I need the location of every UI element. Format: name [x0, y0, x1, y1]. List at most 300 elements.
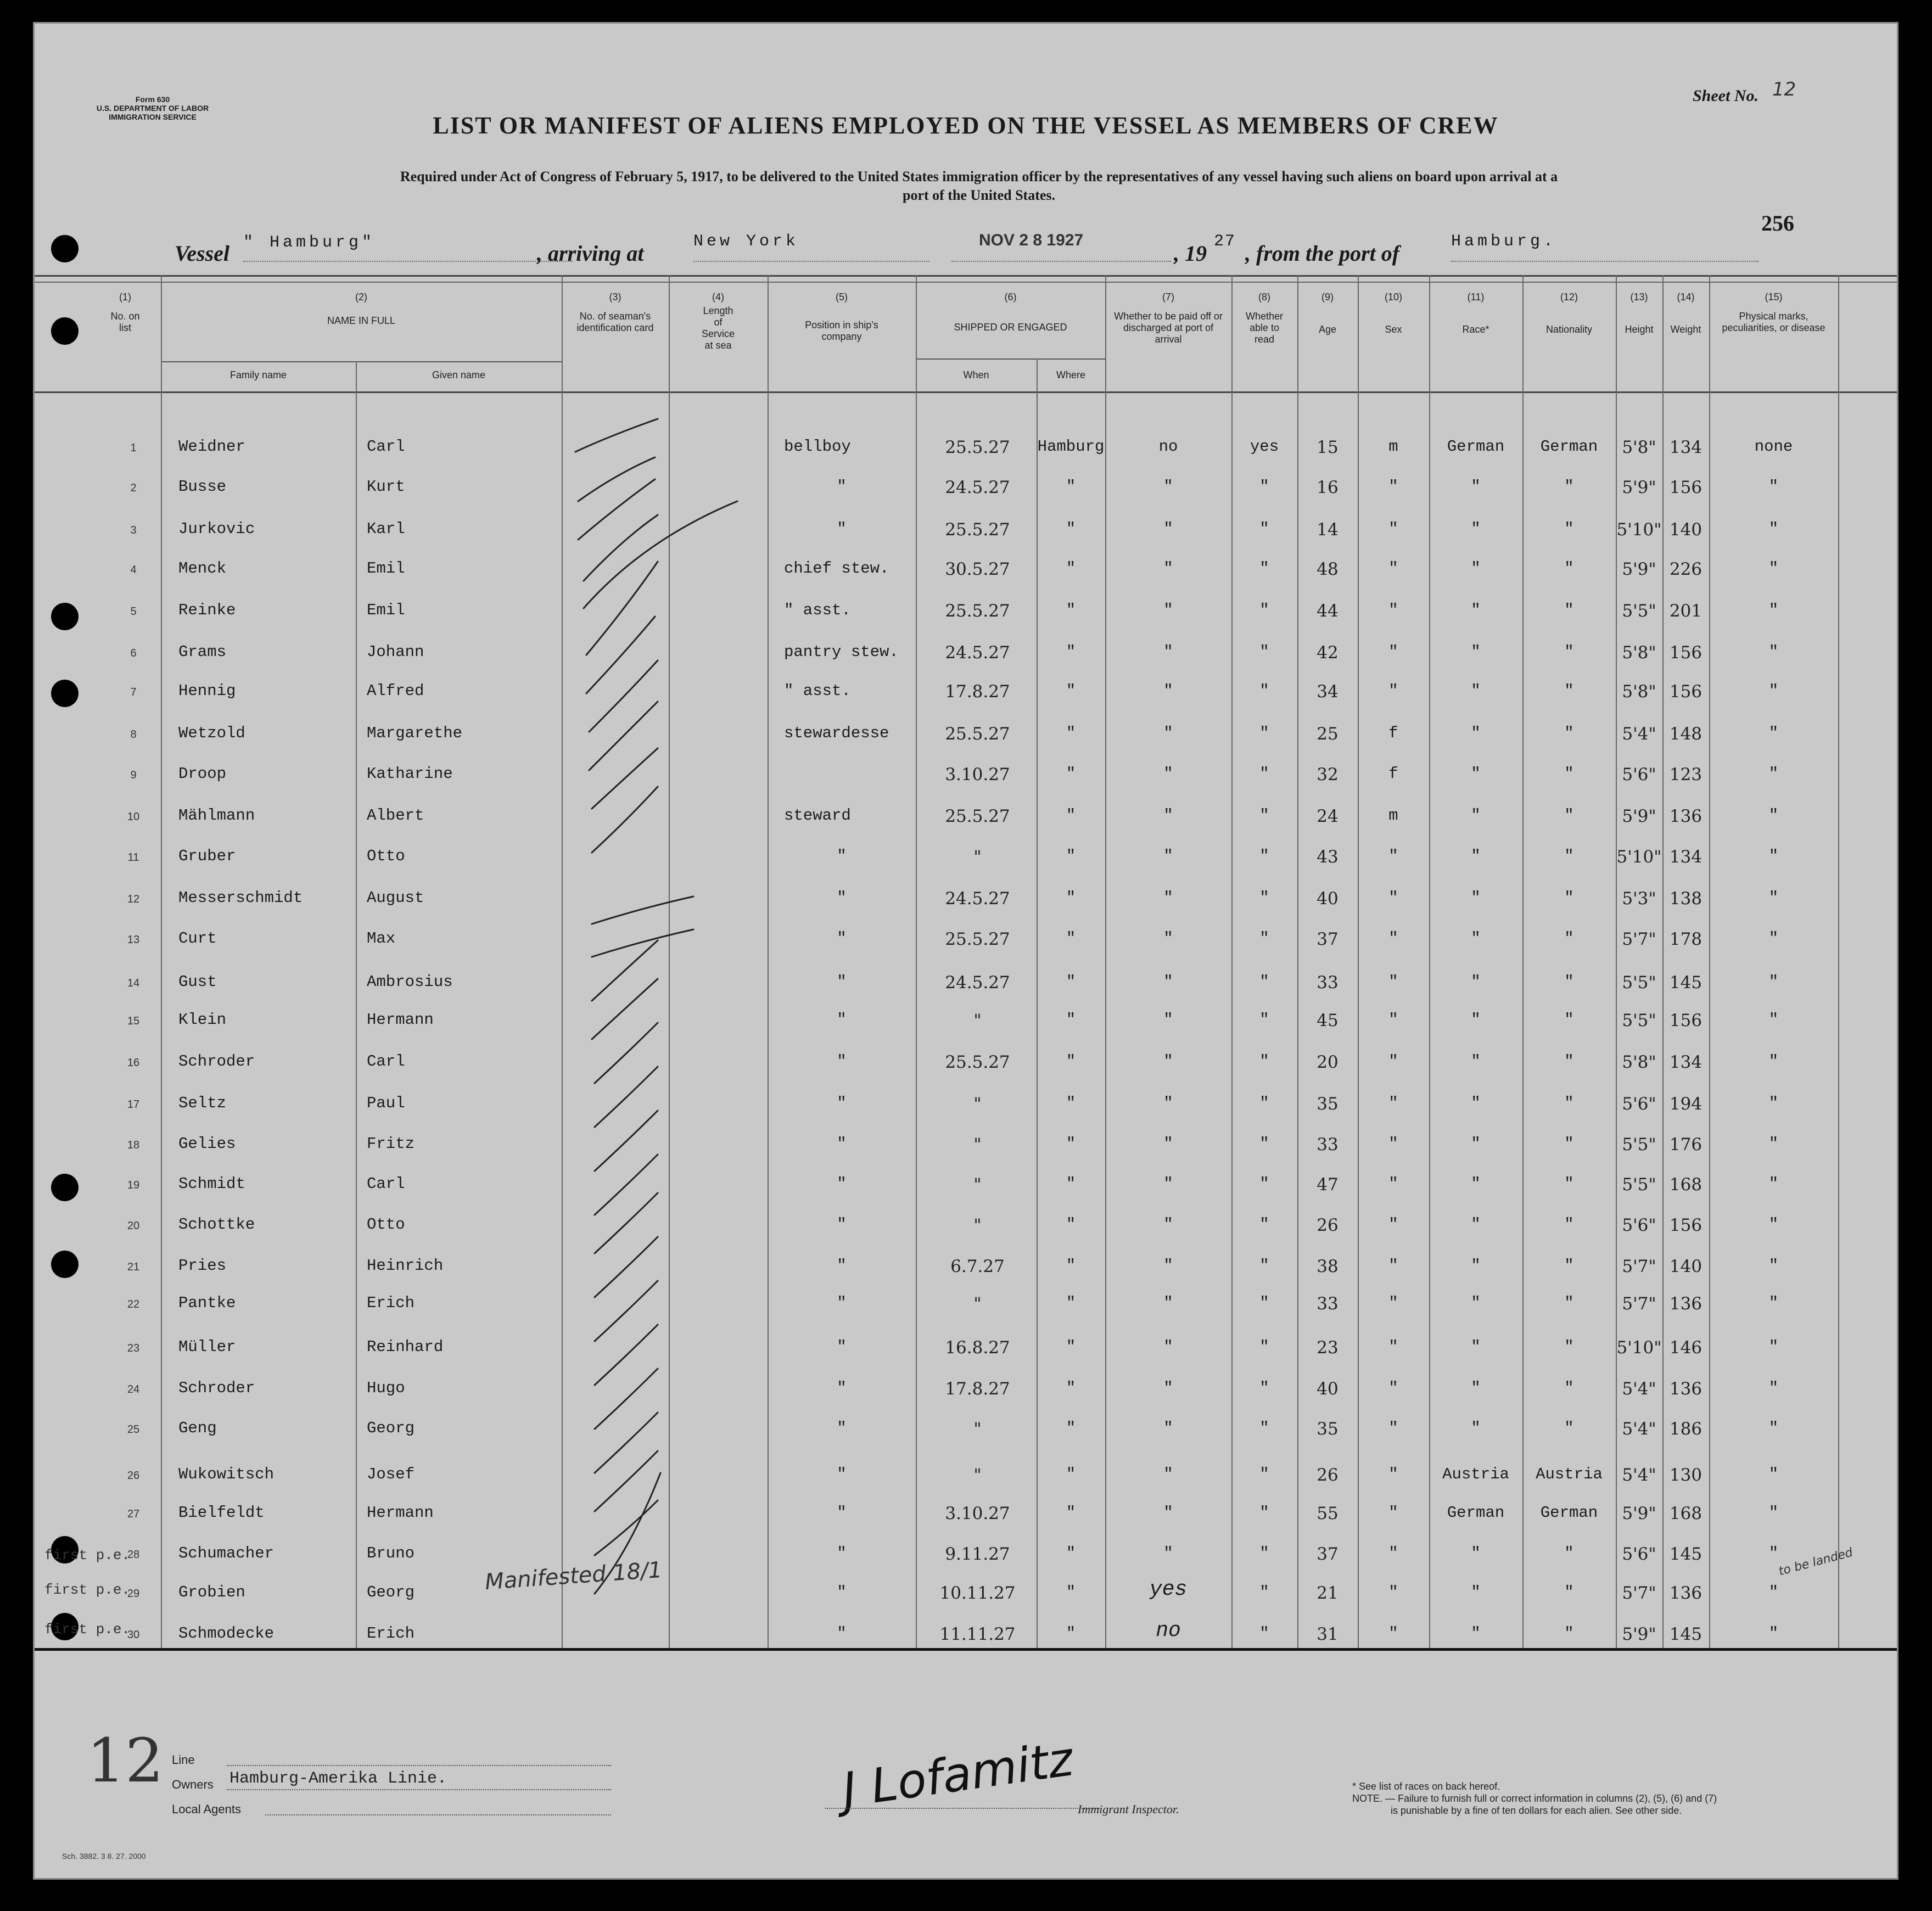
height: 5'5"	[1622, 601, 1656, 621]
note-fine-2: is punishable by a fine of ten dollars for each alien. See other side.	[1391, 1805, 1682, 1816]
nationality: "	[1564, 643, 1574, 661]
table-header-bottom	[35, 391, 1897, 393]
family-name: Schroder	[178, 1052, 255, 1071]
row-number: 12	[127, 893, 140, 905]
race: "	[1471, 1052, 1481, 1071]
owners-underline	[227, 1789, 611, 1790]
family-name: Hennig	[178, 682, 236, 700]
position: stewardesse	[784, 724, 889, 742]
nationality: "	[1564, 973, 1574, 991]
department-name: U.S. DEPARTMENT OF LABOR	[96, 104, 209, 113]
age: 47	[1317, 1175, 1339, 1195]
col-header-height	[1616, 292, 1662, 335]
family-name: Schumacher	[178, 1544, 275, 1562]
height: 5'4"	[1622, 1419, 1656, 1439]
row-number: 3	[130, 524, 137, 536]
age: 33	[1317, 973, 1339, 993]
height: 5'6"	[1622, 1215, 1656, 1235]
age: 16	[1317, 478, 1339, 497]
physical-marks: "	[1768, 1011, 1779, 1029]
position: "	[837, 1011, 847, 1029]
table-top-border-2	[35, 282, 1897, 283]
sex: "	[1388, 1294, 1398, 1312]
nationality: "	[1564, 520, 1574, 538]
engaged-where: "	[1066, 1215, 1076, 1234]
paid-off: "	[1163, 889, 1173, 907]
position: "	[837, 1379, 847, 1397]
able-to-read: "	[1259, 559, 1269, 578]
row-number: 11	[127, 851, 139, 864]
family-name: Schmodecke	[178, 1624, 275, 1643]
race: "	[1471, 1624, 1481, 1643]
physical-marks: "	[1768, 643, 1779, 661]
weight: 178	[1669, 929, 1703, 949]
engaged-where: "	[1066, 1052, 1076, 1071]
race: "	[1471, 1215, 1481, 1234]
col-header-seaman-id	[562, 292, 669, 334]
age: 23	[1317, 1338, 1339, 1358]
arriving-label: , arriving at	[537, 241, 644, 266]
engaged-when: 9.11.27	[945, 1544, 1010, 1564]
col-title: SHIPPED OR ENGAGED	[954, 322, 1067, 333]
sex: m	[1388, 438, 1398, 456]
nationality: "	[1564, 1544, 1574, 1562]
position: "	[837, 1338, 847, 1356]
position: "	[837, 1583, 847, 1601]
nationality: "	[1564, 929, 1574, 948]
family-name: Busse	[178, 478, 227, 496]
race: "	[1471, 1544, 1481, 1562]
physical-marks: "	[1768, 724, 1779, 742]
paid-off: "	[1163, 643, 1173, 661]
given-name: Karl	[367, 520, 405, 538]
col-line	[916, 275, 917, 1648]
able-to-read: "	[1259, 1583, 1269, 1601]
from-underline	[1451, 261, 1759, 262]
row-number: 18	[127, 1139, 140, 1151]
position: "	[837, 889, 847, 907]
sex: "	[1388, 1583, 1398, 1601]
given-name: Hermann	[367, 1011, 434, 1029]
engaged-where: "	[1066, 806, 1076, 825]
height: 5'10"	[1616, 1338, 1662, 1358]
family-name: Schottke	[178, 1215, 255, 1234]
row-number: 20	[127, 1220, 140, 1232]
position: "	[837, 1257, 847, 1275]
family-name: Wetzold	[178, 724, 245, 742]
able-to-read: "	[1259, 929, 1269, 948]
race: "	[1471, 520, 1481, 538]
engaged-when: 17.8.27	[945, 1379, 1010, 1399]
family-name: Schroder	[178, 1379, 255, 1397]
age: 35	[1317, 1094, 1339, 1114]
manifested-note: Manifested 18/1	[484, 1557, 663, 1595]
inspector-underline	[825, 1808, 1100, 1809]
height: 5'9"	[1622, 478, 1656, 497]
col-number: (9)	[1321, 292, 1334, 302]
local-agents-label: Local Agents	[172, 1802, 241, 1816]
physical-marks: "	[1768, 1583, 1779, 1601]
shipped-subheader-line	[916, 358, 1105, 360]
engaged-where: "	[1066, 1135, 1076, 1153]
sex: "	[1388, 643, 1398, 661]
nationality: "	[1564, 478, 1574, 496]
physical-marks: "	[1768, 1504, 1779, 1522]
year-label: , 19	[1174, 241, 1207, 266]
nationality: "	[1564, 1419, 1574, 1437]
race: "	[1471, 1257, 1481, 1275]
age: 26	[1317, 1215, 1339, 1235]
col-header-name	[161, 292, 562, 327]
engaged-where: "	[1066, 1583, 1076, 1601]
race: "	[1471, 601, 1481, 619]
given-name: Georg	[367, 1583, 415, 1601]
inspector-signature: J Lofamitz	[839, 1731, 1077, 1818]
engaged-when: 17.8.27	[945, 682, 1010, 702]
binder-hole	[51, 680, 79, 707]
able-to-read: "	[1259, 806, 1269, 825]
nationality: "	[1564, 1379, 1574, 1397]
row-number: 6	[130, 647, 137, 659]
engaged-where: "	[1066, 1294, 1076, 1312]
row-number: 14	[127, 977, 140, 989]
height: 5'6"	[1622, 1544, 1656, 1564]
id-column-pen-strokes	[562, 397, 770, 1643]
race: "	[1471, 889, 1481, 907]
col-header-family: Family name	[229, 369, 287, 380]
table-bottom-border	[35, 1648, 1897, 1651]
physical-marks: "	[1768, 1379, 1779, 1397]
race: "	[1471, 1175, 1481, 1193]
physical-marks: "	[1768, 806, 1779, 825]
nationality: "	[1564, 806, 1574, 825]
age: 42	[1317, 643, 1339, 663]
engaged-when: 16.8.27	[945, 1338, 1010, 1358]
binder-hole	[51, 317, 79, 345]
sex: "	[1388, 1544, 1398, 1562]
sex: "	[1388, 682, 1398, 700]
position: "	[837, 1294, 847, 1312]
family-name: Wukowitsch	[178, 1465, 275, 1483]
age: 32	[1317, 765, 1339, 784]
family-name: Mählmann	[178, 806, 255, 825]
engaged-when: 3.10.27	[945, 765, 1010, 784]
col-title: No. of seaman's identification card	[576, 311, 654, 333]
nationality: "	[1564, 1624, 1574, 1643]
able-to-read: "	[1259, 601, 1269, 619]
engaged-where: "	[1066, 847, 1076, 865]
position: "	[837, 973, 847, 991]
physical-marks: "	[1768, 765, 1779, 783]
paid-off: "	[1163, 1052, 1173, 1071]
position: "	[837, 1215, 847, 1234]
age: 38	[1317, 1257, 1339, 1276]
row-number: 8	[130, 728, 137, 741]
given-name: Georg	[367, 1419, 415, 1437]
nationality: "	[1564, 765, 1574, 783]
position: "	[837, 847, 847, 865]
nationality: German	[1540, 1504, 1598, 1522]
from-port: Hamburg.	[1451, 232, 1557, 251]
subtitle-line: port of the United States.	[902, 187, 1056, 203]
age: 40	[1317, 1379, 1339, 1399]
weight: 156	[1669, 682, 1703, 702]
col-line	[356, 361, 357, 1648]
physical-marks: "	[1768, 1175, 1779, 1193]
height: 5'9"	[1622, 1504, 1656, 1523]
date-underline	[951, 261, 1171, 262]
given-name: Hugo	[367, 1379, 405, 1397]
given-name: Ambrosius	[367, 973, 453, 991]
manifest-sheet	[33, 22, 1899, 1880]
position: " asst.	[784, 682, 851, 700]
col-number: (15)	[1765, 292, 1783, 302]
weight: 136	[1669, 1379, 1703, 1399]
col-title: Length of Service at sea	[701, 305, 735, 351]
weight: 156	[1669, 1215, 1703, 1235]
engaged-when: 24.5.27	[945, 889, 1010, 909]
physical-marks: "	[1768, 1052, 1779, 1071]
family-name: Grobien	[178, 1583, 245, 1601]
nationality: "	[1564, 559, 1574, 578]
row-number: 16	[127, 1057, 140, 1069]
col-title: Weight	[1670, 324, 1701, 335]
weight: 226	[1669, 559, 1703, 579]
given-name: Reinhard	[367, 1338, 444, 1356]
margin-note: first p.e.	[44, 1582, 131, 1598]
family-name: Jurkovic	[178, 520, 255, 538]
family-name: Reinke	[178, 601, 236, 619]
nationality: "	[1564, 724, 1574, 742]
position: "	[837, 1094, 847, 1112]
position: chief stew.	[784, 559, 889, 578]
race: Austria	[1442, 1465, 1509, 1483]
margin-note: first p.e.	[44, 1621, 131, 1638]
engaged-when: "	[973, 1294, 982, 1314]
weight: 136	[1669, 1583, 1703, 1603]
age: 33	[1317, 1294, 1339, 1314]
physical-marks: "	[1768, 1294, 1779, 1312]
engaged-where: "	[1066, 889, 1076, 907]
paid-off: "	[1163, 682, 1173, 700]
able-to-read: "	[1259, 1544, 1269, 1562]
race: "	[1471, 1583, 1481, 1601]
from-label: , from the port of	[1245, 241, 1400, 266]
age: 20	[1317, 1052, 1339, 1072]
family-name: Müller	[178, 1338, 236, 1356]
paid-off: "	[1163, 1338, 1173, 1356]
given-name: Alfred	[367, 682, 424, 700]
col-header-physical	[1709, 292, 1838, 334]
given-name: Erich	[367, 1294, 415, 1312]
height: 5'4"	[1622, 1379, 1656, 1399]
col-header-position	[768, 292, 916, 343]
engaged-when: 24.5.27	[945, 973, 1010, 993]
paid-off: "	[1163, 1257, 1173, 1275]
engaged-where: "	[1066, 1257, 1076, 1275]
engaged-where: "	[1066, 1011, 1076, 1029]
col-header-sex	[1358, 292, 1429, 335]
race: "	[1471, 1094, 1481, 1112]
col-header-no	[89, 292, 161, 334]
weight: 134	[1669, 438, 1703, 457]
age: 33	[1317, 1135, 1339, 1155]
race: "	[1471, 765, 1481, 783]
nationality: "	[1564, 889, 1574, 907]
paid-off: "	[1163, 1175, 1173, 1193]
position: "	[837, 929, 847, 948]
year-value: 27	[1214, 232, 1236, 251]
able-to-read: "	[1259, 643, 1269, 661]
sex: "	[1388, 1338, 1398, 1356]
row-number: 27	[127, 1508, 140, 1520]
col-number: (12)	[1560, 292, 1578, 302]
sex: "	[1388, 973, 1398, 991]
engaged-where: "	[1066, 1379, 1076, 1397]
sex: "	[1388, 1257, 1398, 1275]
physical-marks: "	[1768, 559, 1779, 578]
given-name: Katharine	[367, 765, 453, 783]
paid-off: "	[1163, 520, 1173, 538]
form-number: Form 630	[135, 95, 170, 104]
height: 5'10"	[1616, 847, 1662, 867]
weight: 130	[1669, 1465, 1703, 1485]
race: "	[1471, 1011, 1481, 1029]
physical-marks: "	[1768, 520, 1779, 538]
engaged-when: 11.11.27	[939, 1624, 1016, 1644]
race: "	[1471, 724, 1481, 742]
engaged-when: "	[973, 1175, 982, 1195]
weight: 194	[1669, 1094, 1703, 1114]
sex: "	[1388, 1175, 1398, 1193]
paid-off: "	[1163, 973, 1173, 991]
weight: 176	[1669, 1135, 1703, 1155]
col-title: Sex	[1385, 324, 1402, 335]
given-name: August	[367, 889, 424, 907]
position: steward	[784, 806, 851, 825]
row-number: 29	[127, 1588, 140, 1600]
age: 40	[1317, 889, 1339, 909]
able-to-read: "	[1259, 1465, 1269, 1483]
position: "	[837, 520, 847, 538]
handwritten-mark: 12	[87, 1725, 164, 1796]
nationality: "	[1564, 1257, 1574, 1275]
col-title: Height	[1625, 324, 1654, 335]
engaged-when: 25.5.27	[945, 1052, 1010, 1072]
race: "	[1471, 1419, 1481, 1437]
note-races: * See list of races on back hereof.	[1352, 1781, 1500, 1792]
height: 5'5"	[1622, 1011, 1656, 1030]
family-name: Menck	[178, 559, 227, 578]
row-number: 17	[127, 1099, 140, 1111]
given-name: Paul	[367, 1094, 405, 1112]
family-name: Schmidt	[178, 1175, 245, 1193]
engaged-when: "	[973, 1419, 982, 1439]
table-top-border	[35, 275, 1897, 277]
subtitle-line: Required under Act of Congress of February 5, 1917, to be delivered to the United States immigration officer by the representatives of any vessel having such aliens on board upon arrival at a	[400, 169, 1558, 184]
row-number: 25	[127, 1424, 140, 1436]
height: 5'8"	[1622, 438, 1656, 457]
row-number: 26	[127, 1470, 140, 1482]
nationality: "	[1564, 1135, 1574, 1153]
position: "	[837, 1465, 847, 1483]
col-number: (13)	[1630, 292, 1648, 302]
owners-value: Hamburg-Amerika Linie.	[229, 1769, 447, 1788]
sex: "	[1388, 478, 1398, 496]
physical-marks: "	[1768, 682, 1779, 700]
engaged-when: 25.5.27	[945, 520, 1010, 540]
service-name: IMMIGRATION SERVICE	[109, 113, 197, 121]
weight: 148	[1669, 724, 1703, 744]
physical-marks: "	[1768, 1338, 1779, 1356]
col-number: (1)	[119, 292, 131, 302]
col-line	[1838, 275, 1839, 1648]
binder-hole	[51, 1251, 79, 1278]
col-title: Physical marks, peculiarities, or disease	[1722, 311, 1825, 333]
engaged-where: "	[1066, 643, 1076, 661]
inspector-label: Immigrant Inspector.	[1078, 1802, 1179, 1816]
physical-marks: "	[1768, 1094, 1779, 1112]
col-header-where: Where	[1056, 369, 1085, 380]
paid-off: "	[1163, 1544, 1173, 1562]
race: "	[1471, 1294, 1481, 1312]
given-name: Johann	[367, 643, 424, 661]
weight: 156	[1669, 643, 1703, 663]
height: 5'9"	[1622, 806, 1656, 826]
able-to-read: "	[1259, 1379, 1269, 1397]
paid-off: "	[1163, 1094, 1173, 1112]
weight: 168	[1669, 1175, 1703, 1195]
row-number: 24	[127, 1383, 140, 1396]
given-name: Carl	[367, 1052, 405, 1071]
engaged-where: "	[1066, 601, 1076, 619]
paid-off: "	[1163, 1135, 1173, 1153]
physical-marks: "	[1768, 1135, 1779, 1153]
physical-marks: "	[1768, 847, 1779, 865]
engaged-where: "	[1066, 1624, 1076, 1643]
vessel-label: Vessel	[175, 241, 229, 266]
given-name: Kurt	[367, 478, 405, 496]
given-name: Josef	[367, 1465, 415, 1483]
weight: 136	[1669, 806, 1703, 826]
sex: "	[1388, 929, 1398, 948]
engaged-when: "	[973, 1011, 982, 1030]
family-name: Pantke	[178, 1294, 236, 1312]
engaged-where: "	[1066, 682, 1076, 700]
binder-hole	[51, 235, 79, 262]
age: 37	[1317, 1544, 1339, 1564]
col-number: (4)	[712, 292, 724, 302]
col-number: (7)	[1162, 292, 1174, 302]
engaged-when: "	[973, 1094, 982, 1114]
race: "	[1471, 643, 1481, 661]
arrival-port: New York	[693, 232, 799, 251]
nationality: German	[1540, 438, 1598, 456]
col-title: Race*	[1462, 324, 1489, 335]
col-number: (14)	[1677, 292, 1695, 302]
nationality: "	[1564, 1052, 1574, 1071]
able-to-read: "	[1259, 682, 1269, 700]
able-to-read: "	[1259, 1504, 1269, 1522]
col-title: NAME IN FULL	[327, 315, 396, 326]
height: 5'9"	[1622, 559, 1656, 579]
stamp-number: 256	[1761, 211, 1794, 236]
age: 35	[1317, 1419, 1339, 1439]
engaged-where: "	[1066, 478, 1076, 496]
col-line	[161, 275, 162, 1648]
col-title: Whether to be paid off or discharged at port of arrival	[1114, 311, 1223, 345]
sex: "	[1388, 889, 1398, 907]
